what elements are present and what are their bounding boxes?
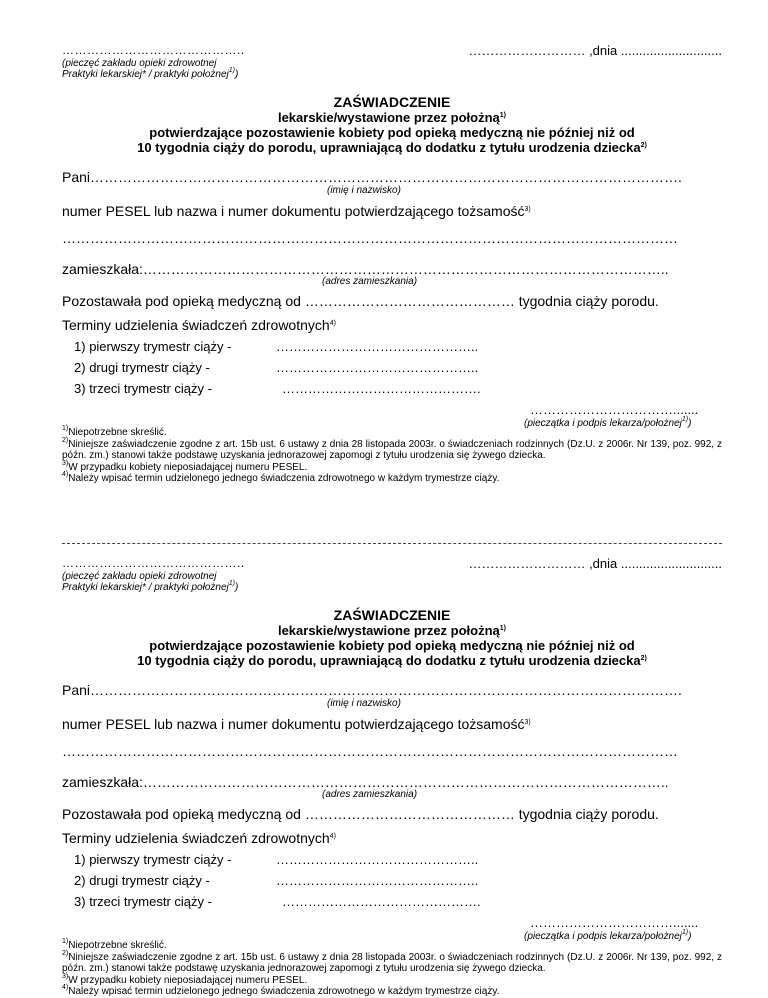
pesel-label: numer PESEL lub nazwa i numer dokumentu potwierdzającego tożsamość$^{3)}$	[62, 716, 531, 732]
care-week-field[interactable]: ………………………………………	[304, 806, 515, 822]
footnote-1: $^{1)}$Niepotrzebne skreślić.	[62, 938, 167, 951]
stamp-caption: (pieczęć zakładu opieki zdrowotnej Praktyki lekarskiej* / praktyki położnej$^{1)}$)	[62, 571, 239, 593]
terms-label: Terminy udzielenia świadczeń zdrowotnych$^{4)}$	[62, 830, 336, 846]
trimester-3-field[interactable]: ……………………………………….	[282, 894, 481, 909]
name-caption: (imię i nazwisko)	[327, 698, 401, 709]
footnote-4: $^{4)}$Należy wpisać termin udzielonego jednego świadczenia zdrowotnego w każdym trymestrze ciąży.	[62, 471, 500, 484]
subtitle-line-1: lekarskie/wystawione przez położną$^{1)}$	[277, 110, 507, 125]
trimester-3-field[interactable]: ……………………………………….	[282, 381, 481, 396]
trimester-3: 3) trzeci trymestr ciąży -	[74, 894, 212, 909]
footnote-3: $^{3)}$W przypadku kobiety nieposiadającej numeru PESEL.	[62, 972, 308, 986]
stamp-dots: ……………………………………..	[62, 556, 245, 570]
subtitle-line-2: potwierdzające pozostawienie kobiety pod opieką medyczną nie później niż od	[149, 638, 635, 653]
pesel-field[interactable]: ……………………………………………………………………………………………………………………	[62, 743, 678, 759]
subtitle-line-1: lekarskie/wystawione przez położną$^{1)}$	[277, 623, 507, 638]
date-line: ……………………… ,dnia ............................	[468, 43, 722, 58]
date-line: ……………………… ,dnia ............................	[468, 556, 722, 571]
signature-caption: (pieczątka i podpis lekarza/położnej$^{1)}$)	[524, 929, 692, 942]
name-field[interactable]: Pani……………………………………………………………………………………………………………….	[62, 682, 682, 698]
pesel-label: numer PESEL lub nazwa i numer dokumentu potwierdzającego tożsamość$^{3)}$	[62, 203, 531, 219]
address-caption: (adres zamieszkania)	[322, 789, 418, 800]
signature-field[interactable]: …………………………….......	[530, 402, 699, 417]
stamp-dots: ……………………………………..	[62, 43, 245, 57]
footnotes	[62, 940, 722, 998]
pesel-field[interactable]: ……………………………………………………………………………………………………………………	[62, 230, 678, 246]
care-line: Pozostawała pod opieką medyczną od ……………………………………… tygodnia ciąży porodu.	[62, 293, 659, 309]
trimester-3: 3) trzeci trymestr ciąży -	[74, 381, 212, 396]
footnotes	[62, 427, 722, 485]
terms-label: Terminy udzielenia świadczeń zdrowotnych$^{4)}$	[62, 317, 336, 333]
footnote-1: $^{1)}$Niepotrzebne skreślić.	[62, 425, 167, 438]
signature-field[interactable]: …………………………….......	[530, 915, 699, 930]
trimester-1: 1) pierwszy trymestr ciąży -	[74, 339, 232, 354]
care-week-field[interactable]: ………………………………………	[304, 293, 515, 309]
trimester-2-field[interactable]: ………………………………………..	[276, 873, 479, 888]
footnote-4: $^{4)}$Należy wpisać termin udzielonego jednego świadczenia zdrowotnego w każdym trymestrze ciąży.	[62, 984, 500, 997]
subtitle-line-3: 10 tygodnia ciąży do porodu, uprawniającą do dodatku z tytułu urodzenia dziecka$^{2)}$	[137, 140, 647, 155]
trimester-2: 2) drugi trymestr ciąży -	[74, 360, 210, 375]
address-field[interactable]: zamieszkała:…………………………………………………………………………………………………..	[62, 261, 669, 277]
certificate-title: ZAŚWIADCZENIE	[333, 94, 451, 110]
trimester-1-field[interactable]: ………………………………………..	[276, 339, 479, 354]
trimester-2-field[interactable]: ………………………………………..	[276, 360, 479, 375]
certificate-title: ZAŚWIADCZENIE	[333, 607, 451, 623]
name-field[interactable]: Pani……………………………………………………………………………………………………………….	[62, 169, 682, 185]
trimester-1-field[interactable]: ………………………………………..	[276, 852, 479, 867]
trimester-1: 1) pierwszy trymestr ciąży -	[74, 852, 232, 867]
address-field[interactable]: zamieszkała:…………………………………………………………………………………………………..	[62, 774, 669, 790]
trimester-2: 2) drugi trymestr ciąży -	[74, 873, 210, 888]
certificate-form-2	[62, 556, 722, 997]
name-caption: (imię i nazwisko)	[327, 185, 401, 196]
footnote-2: $^{2)}$Niniejsze zaświadczenie zgodne z art. 15b ust. 6 ustawy z dnia 28 listopada 2003r. o świadczeniach rodzinnych (Dz.U. z 2006r. Nr 139, poz. 992, z późn. zm.) stanowi także podstawę uzyskania jednorazowej zapomogi z tytułu urodzenia się żywego dziecka.	[62, 436, 722, 461]
subtitle-line-3: 10 tygodnia ciąży do porodu, uprawniającą do dodatku z tytułu urodzenia dziecka$^{2)}$	[137, 653, 647, 668]
cut-line	[62, 543, 722, 544]
address-caption: (adres zamieszkania)	[322, 276, 418, 287]
care-line: Pozostawała pod opieką medyczną od ……………………………………… tygodnia ciąży porodu.	[62, 806, 659, 822]
signature-caption: (pieczątka i podpis lekarza/położnej$^{1)}$)	[524, 416, 692, 429]
subtitle-line-2: potwierdzające pozostawienie kobiety pod opieką medyczną nie później niż od	[149, 125, 635, 140]
footnote-2: $^{2)}$Niniejsze zaświadczenie zgodne z art. 15b ust. 6 ustawy z dnia 28 listopada 2003r. o świadczeniach rodzinnych (Dz.U. z 2006r. Nr 139, poz. 992, z późn. zm.) stanowi także podstawę uzyskania jednorazowej zapomogi z tytułu urodzenia się żywego dziecka.	[62, 949, 722, 974]
footnote-3: $^{3)}$W przypadku kobiety nieposiadającej numeru PESEL.	[62, 459, 308, 473]
stamp-caption: (pieczęć zakładu opieki zdrowotnej Praktyki lekarskiej* / praktyki położnej$^{1)}$)	[62, 58, 239, 80]
certificate-form-1	[62, 43, 722, 533]
